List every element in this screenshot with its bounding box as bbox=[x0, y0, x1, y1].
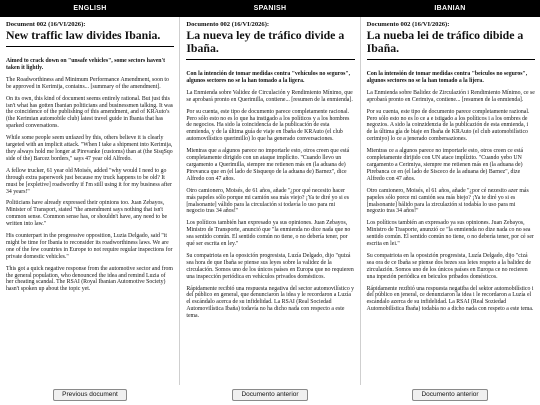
footer-cell-ibanian bbox=[360, 385, 540, 405]
language-header-spanish: SPANISH bbox=[180, 0, 360, 17]
ibanian-column[interactable] bbox=[361, 17, 540, 385]
paragraph: While some people seem unfazed by this, others believe it is clearly targeted with an implicit attack. "When I take a shipment into Kerimija, they always hold me longer at Pirevanke (customs) than at (the SisqSqo side of the) Barcez borders," says 47 year old Alfredo. bbox=[6, 135, 173, 162]
paragraph: La Enmienda sobre Validez de Circulación y Rendimiento Mínimo, que se aprobará pronto en Querimilla, contiene... [resumen de la enmienda]. bbox=[186, 89, 353, 103]
headline-divider bbox=[6, 46, 174, 47]
paragraph: Otro camionero, Moisés, de 61 años, añade "¿por qué necesito hacer más papeles sólo porque mi camión sea más viejo? ¡Ya te diré yo si es [malsonante] válido para la circulación si todavía lo uso para mi negocio tras 34 años!" bbox=[186, 187, 349, 215]
paragraph: On its own, this kind of document seems entirely rational. But just this isn't what has gotten Ibanian politicians and businessmen talking. It was the coincidence of the publishing of this amendment, and of KRAuto's (the Kerimian automobile club) latest travel guide in Ibania that has sparked conversations. bbox=[6, 95, 174, 130]
headline-divider bbox=[186, 59, 354, 60]
navigation-footer bbox=[0, 385, 540, 405]
paragraph: La Enmienda sobre Balidez de Zirculazión i Rendimiento Mínimo, ce se aprobará pronto en Cerimiya, contiene... [resumen de la enmienda]. bbox=[366, 89, 535, 103]
document-id: Documento 002 (16/VI/2026): bbox=[366, 21, 450, 28]
headline: La nueva ley de tráfico divide a Ibaña. bbox=[186, 28, 345, 55]
headline: New traffic law divides Ibania. bbox=[6, 28, 161, 42]
paragraph: Rápidamente rezibió una respuesta negatiba del sektor automobilístico i del público en jeneral, ce denunziaron la idea i le recordaron a Luzía el escándalo azerca de su infidelidad. La RSAI (Real Soziedad Automobilística Ibaña) todabía no a dicho nada con respeto a este tema. bbox=[366, 285, 534, 313]
article-body bbox=[186, 71, 354, 320]
language-header-ibanian: IBANIAN bbox=[360, 0, 540, 17]
document-id: Document 002 (16/VI/2026): bbox=[6, 21, 86, 28]
paragraph: Mientras que a algunos parece no importarle esto, otros creen que está completamente dirigido con un ataque implícito. "Cuando llevo un cargamento a Querimilla, siempre me retienen más en (la aduana de) Pirevanca que en (el lado de Sisqueqo de la aduana de) Barnez", dice Alfredo con 47 años. bbox=[186, 148, 350, 182]
spanish-column[interactable] bbox=[180, 17, 360, 385]
paragraph: Rápidamente recibió una respuesta negativa del sector automovilístico y del público en general, que denunciaron la idea y le recordaron a Luzía el escándalo acerca de su infidelidad. La RSAI (Real Sociedad Automovilística Ibaña) todavía no ha dicho nada con respecto a este tema. bbox=[186, 285, 355, 320]
paragraph: Su compatriota en la oposizión progresista, Luzía Delgado, dijo "cizá sea ora de ce Ibaña se piense dos bezes sus leies respeto a la balidez de zirculazión. Somos uno de los únicos países en Europa ce no recieren una inpezión periódica en beiculos pribados domésticos. bbox=[366, 252, 531, 280]
paragraph: Otro camionero, Moisés, el 61 años, añade "¿por cé nezesito azer más papeles sólo porce mi camión sea más biejo? ¡Ya te diré yo si es [malsonante] bálido para la zirculazión si todabía lo uso para mi negozio tras 34 años!" bbox=[366, 187, 529, 215]
footer-cell-spanish bbox=[180, 385, 360, 405]
language-header-bar bbox=[0, 0, 540, 17]
lead-paragraph: Aimed to crack down on "unsafe vehicles", some sectors haven't taken it lightly. bbox=[6, 58, 166, 71]
paragraph: Mientras ce a algunos parece no importarle esto, otros creen ce está completamente dirijido con UN atace implízito. "Cuando yebo UN cargamento a Cerimiya, siempre me retienen más en (la aduana de) Pirebanca ce en (el lado de Sisceco de la aduana de) Barnez", dize Alfredo con 47 años. bbox=[366, 148, 524, 182]
document-columns bbox=[0, 17, 540, 385]
headline-divider bbox=[367, 59, 535, 60]
paragraph: The Roadworthiness and Minimum Performance Amendment, soon to be approved in Kerimija, contains... [summary of the amendment]. bbox=[6, 76, 169, 90]
language-header-english: ENGLISH bbox=[0, 0, 180, 17]
lead-paragraph: Con la intención de tomar medidas contra "vehículos no seguros", algunos sectores no se la han tomado a la ligera. bbox=[186, 71, 351, 84]
paragraph: Por su cuenta, este tipo de documento parece completamente racional. Pero sólo esto no es lo que ha instigado a los políticos y a los hombres de negocios. Ha sido la coincidencia de la publicación de esta enmienda, y de la última guía de viaje en Ibaña de KRAuto (el club automovilístico querimillo) lo que ha generado conversaciones. bbox=[186, 108, 350, 143]
paragraph: Politicians have already expressed their opinions too. Juan Zebayos, Minister of Transport, stated "the amendment says nothing that isn't common sense. Common sense has, or shouldn't have, any need to be written into law." bbox=[6, 200, 168, 228]
lead-paragraph: Con la intensión de tomar medidas contra "beiculos no seguros", algunos sectores no se la han tomado a la lijera. bbox=[366, 71, 528, 84]
headline: La nueba lei de tráfico dibide a Ibaña. bbox=[366, 28, 524, 55]
document-id: Documento 002 (16/VI/2026): bbox=[186, 21, 270, 28]
paragraph: A fellow trucker, 61 year old Moisés, added "why would I need to go through extra paperwork just because my truck happens to be old? It must be [expletive] roadworthy if I'm still using it for my business after 34 years!" bbox=[6, 167, 172, 195]
paragraph: This got a quick negative response from the automotive sector and from the general population, who denounced the idea and remind Luzia of her cheating scandal. The RSAI (Royal Ibanian Automotive Society) hasn't spoken up about the topic yet. bbox=[6, 265, 173, 293]
english-column[interactable] bbox=[0, 17, 180, 385]
paragraph: Su compatriota en la oposición progresista, Luzía Delgado, dijo "quizá sea hora de que Ibaña se piense sus leyes sobre la validez de la circulación. Somos uno de los únicos países en Europa que no requieren una inspección periódica en vehículos privados domésticos. bbox=[186, 252, 354, 280]
paragraph: Los políticos también han expresado ya sus opiniones. Juan Zebayos, Ministro de Transporte, anunció que "la enmienda no dice nada que no sea sentido común. El sentido común no tiene, o no debería tener, por qué ser escrita en ley." bbox=[186, 220, 351, 248]
paragraph: Por su cuenta, este tipo de documento parece completamente razional. Pero sólo esto no es lo ce a e istigado a los políticos i a los ombres de negozios. A sido la coinzidenzia de la publicazión de esta enmienda, i de la última gía de biaje en Ibaña de KRAuto (el club automobilístico cerimiyo) lo ce a jenerado combersaziones. bbox=[366, 108, 530, 143]
footer-cell-english bbox=[0, 385, 180, 405]
previous-document-button[interactable]: Previous document bbox=[53, 389, 127, 401]
paragraph: Los políticos también an expresado ya sus opiniones. Juan Zebayos, Ministro de Trasporte, anunzió ce "la enmienda no dize nada co no sea sentido común. El sentido común no tiene, o no debería tener, por cé ser escrita en lei." bbox=[366, 220, 534, 248]
previous-document-button[interactable]: Documento anterior bbox=[232, 389, 307, 401]
paragraph: His counterpart in the progressive opposition, Luzia Delgado, said "it might be time for Ibania to reconsider its roadworthiness laws. We are one of the few countries in Europe to not require regular inspections for private domestic vehicles." bbox=[6, 233, 173, 260]
article-body bbox=[6, 58, 174, 293]
previous-document-button[interactable]: Documento anterior bbox=[412, 389, 487, 401]
article-body bbox=[367, 71, 535, 313]
